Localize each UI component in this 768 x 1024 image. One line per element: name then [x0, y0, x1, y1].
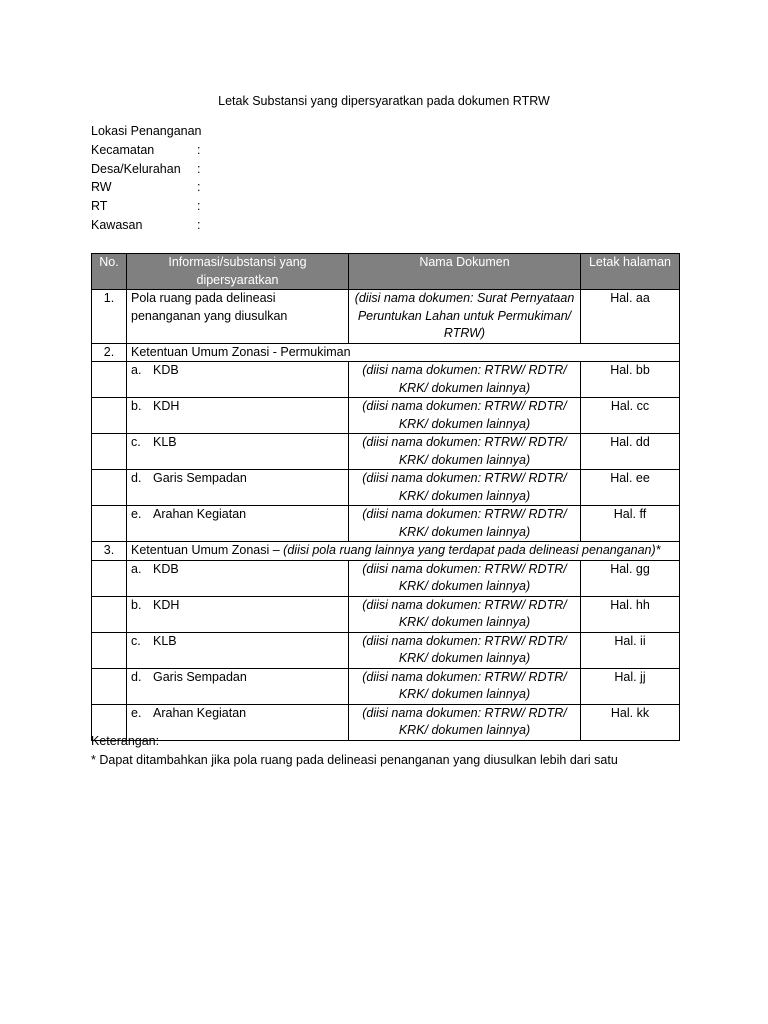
field-desa-kelurahan: Desa/Kelurahan : — [91, 161, 201, 176]
field-kawasan: Kawasan : — [91, 217, 201, 232]
table-row: a. KDB (diisi nama dokumen: RTRW/ RDTR/ KRK/ dokumen lainnya) Hal. bb — [92, 362, 680, 398]
header-page: Letak halaman — [581, 254, 680, 290]
field-kecamatan: Kecamatan : — [91, 142, 201, 157]
section-row: 3. Ketentuan Umum Zonasi – (diisi pola ruang lainnya yang terdapat pada delineasi penanganan)* — [92, 542, 680, 561]
location-block — [91, 122, 207, 235]
table-row: b. KDH (diisi nama dokumen: RTRW/ RDTR/ KRK/ dokumen lainnya) Hal. hh — [92, 596, 680, 632]
field-rw: RW : — [91, 180, 201, 195]
notes-text: * Dapat ditambahkan jika pola ruang pada delineasi penanganan yang diusulkan lebih dari satu — [91, 753, 618, 767]
table-row: e. Arahan Kegiatan (diisi nama dokumen: RTRW/ RDTR/ KRK/ dokumen lainnya) Hal. kk — [92, 704, 680, 740]
table-header-row — [92, 254, 680, 290]
header-doc: Nama Dokumen — [349, 254, 581, 290]
table-row: 1. Pola ruang pada delineasi penanganan yang diusulkan (diisi nama dokumen: Surat Pernyataan Peruntukan Lahan untuk Permukiman/ RTRW) Hal. aa — [92, 290, 680, 344]
substance-table — [91, 253, 680, 741]
notes-block — [91, 732, 618, 770]
table-row: d. Garis Sempadan (diisi nama dokumen: RTRW/ RDTR/ KRK/ dokumen lainnya) Hal. ee — [92, 470, 680, 506]
header-info: Informasi/substansi yang dipersyaratkan — [127, 254, 349, 290]
table-row: e. Arahan Kegiatan (diisi nama dokumen: RTRW/ RDTR/ KRK/ dokumen lainnya) Hal. ff — [92, 506, 680, 542]
table-row: d. Garis Sempadan (diisi nama dokumen: RTRW/ RDTR/ KRK/ dokumen lainnya) Hal. jj — [92, 668, 680, 704]
location-heading: Lokasi Penanganan — [91, 124, 202, 138]
table-row: c. KLB (diisi nama dokumen: RTRW/ RDTR/ KRK/ dokumen lainnya) Hal. ii — [92, 632, 680, 668]
notes-heading: Keterangan: — [91, 734, 160, 748]
document-title: Letak Substansi yang dipersyaratkan pada dokumen RTRW — [218, 94, 550, 108]
table-row: b. KDH (diisi nama dokumen: RTRW/ RDTR/ KRK/ dokumen lainnya) Hal. cc — [92, 398, 680, 434]
field-rt: RT : — [91, 199, 201, 214]
section-row: 2. Ketentuan Umum Zonasi - Permukiman — [92, 343, 680, 362]
header-no: No. — [92, 254, 127, 290]
table-row: a. KDB (diisi nama dokumen: RTRW/ RDTR/ KRK/ dokumen lainnya) Hal. gg — [92, 560, 680, 596]
table-row: c. KLB (diisi nama dokumen: RTRW/ RDTR/ KRK/ dokumen lainnya) Hal. dd — [92, 434, 680, 470]
